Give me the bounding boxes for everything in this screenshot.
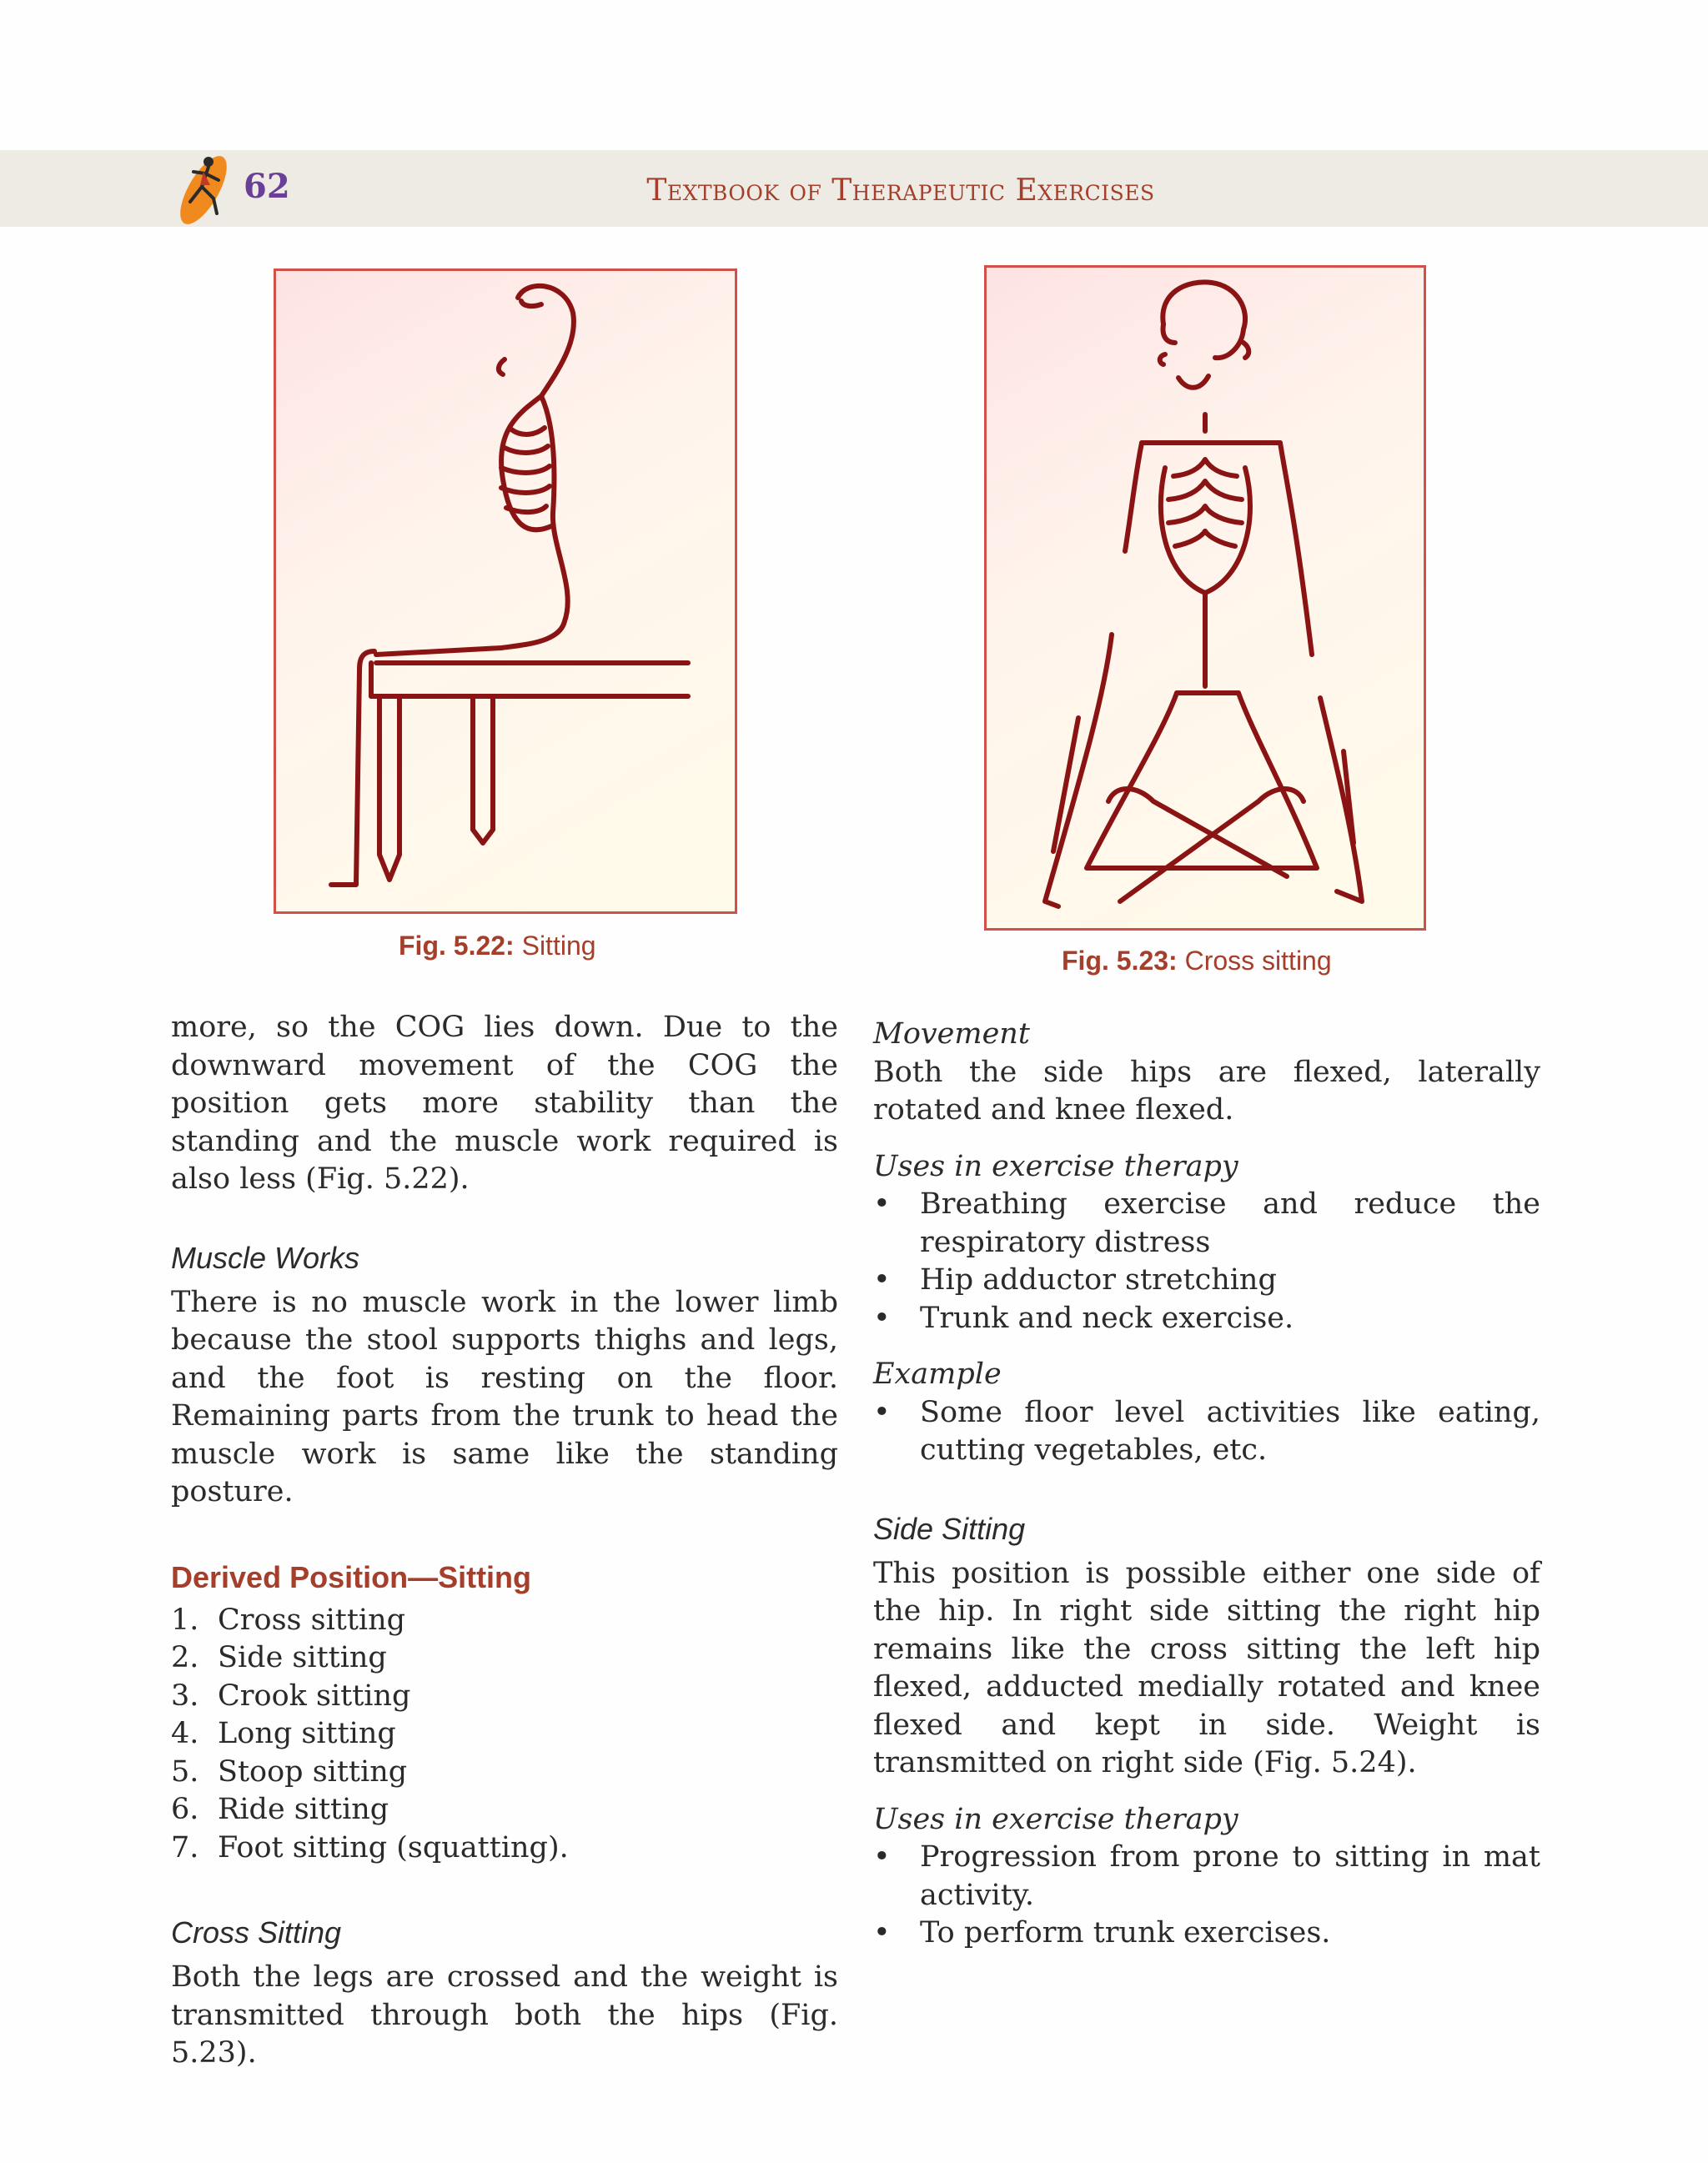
heading-example: Example — [873, 1358, 1002, 1391]
uses-list — [873, 1186, 1540, 1337]
sitting-illustration — [276, 271, 735, 911]
list-item: • Breathing exercise and reduce the respiratory distress — [873, 1187, 1540, 1259]
list-item: 1. Cross sitting — [171, 1603, 406, 1637]
paragraph-muscle-works: There is no muscle work in the lower limb because the stool supports thighs and legs, and the foot is resting on the floor. Remaining parts from the trunk to head the muscle work is same like the standing posture. — [171, 1285, 838, 1508]
list-item: 3. Crook sitting — [171, 1679, 411, 1713]
caption-title: Cross sitting — [1184, 946, 1332, 976]
heading-movement: Movement — [873, 1017, 1030, 1051]
heading-uses: Uses in exercise therapy — [873, 1149, 1238, 1183]
paragraph-cog: more, so the COG lies down. Due to the downward movement of the COG the position gets more stability than the standing and the muscle work required is also less (Fig. 5.22). — [171, 1011, 838, 1196]
right-column — [873, 1016, 1540, 1953]
list-item: 7. Foot sitting (squatting). — [171, 1830, 569, 1864]
left-column — [171, 1009, 838, 2073]
list-item: • Progression from prone to sitting in mat activity. — [873, 1840, 1540, 1912]
sitting-types-list — [171, 1602, 838, 1868]
caption-title: Sitting — [521, 931, 596, 961]
list-item: • Some floor level activities like eating, cutting vegetables, etc. — [873, 1395, 1540, 1467]
figure-caption-cross-sitting — [1062, 946, 1332, 976]
list-item: 2. Side sitting — [171, 1641, 387, 1674]
list-item: • Trunk and neck exercise. — [873, 1301, 1294, 1335]
cross-sitting-illustration — [987, 268, 1424, 928]
heading-uses-2: Uses in exercise therapy — [873, 1802, 1238, 1836]
list-item: 5. Stoop sitting — [171, 1754, 408, 1789]
list-item: 4. Long sitting — [171, 1717, 396, 1750]
heading-cross-sitting: Cross Sitting — [171, 1915, 342, 1950]
heading-side-sitting: Side Sitting — [873, 1511, 1026, 1546]
running-title: Textbook of Therapeutic Exercises — [646, 173, 1155, 208]
heading-muscle-works: Muscle Works — [171, 1240, 360, 1275]
heading-derived-position: Derived Position—Sitting — [171, 1559, 532, 1594]
figure-caption-sitting — [399, 931, 596, 961]
example-list — [873, 1394, 1540, 1470]
page-number: 62 — [244, 167, 290, 206]
figure-sitting — [274, 268, 737, 914]
caption-label: Fig. 5.23: — [1062, 946, 1178, 976]
list-item: • Hip adductor stretching — [873, 1263, 1277, 1297]
uses-list-2 — [873, 1839, 1540, 1953]
paragraph-cross-sitting: Both the legs are crossed and the weight is transmitted through both the hips (Fig. 5.23). — [171, 1960, 838, 2070]
runner-logo-icon — [165, 147, 240, 230]
list-item: 6. Ride sitting — [171, 1793, 389, 1826]
figure-cross-sitting — [984, 265, 1426, 931]
paragraph-side-sitting: This position is possible either one side of the hip. In right side sitting the right hip remains like the cross sitting the left hip flexed, adducted medially rotated and knee flexed and kept in side. Weight is transmitted on right side (Fig. 5.24). — [873, 1556, 1540, 1779]
list-item: • To perform trunk exercises. — [873, 1916, 1331, 1950]
caption-label: Fig. 5.22: — [399, 931, 515, 961]
paragraph-movement: Both the side hips are flexed, laterally rotated and knee flexed. — [873, 1055, 1540, 1127]
